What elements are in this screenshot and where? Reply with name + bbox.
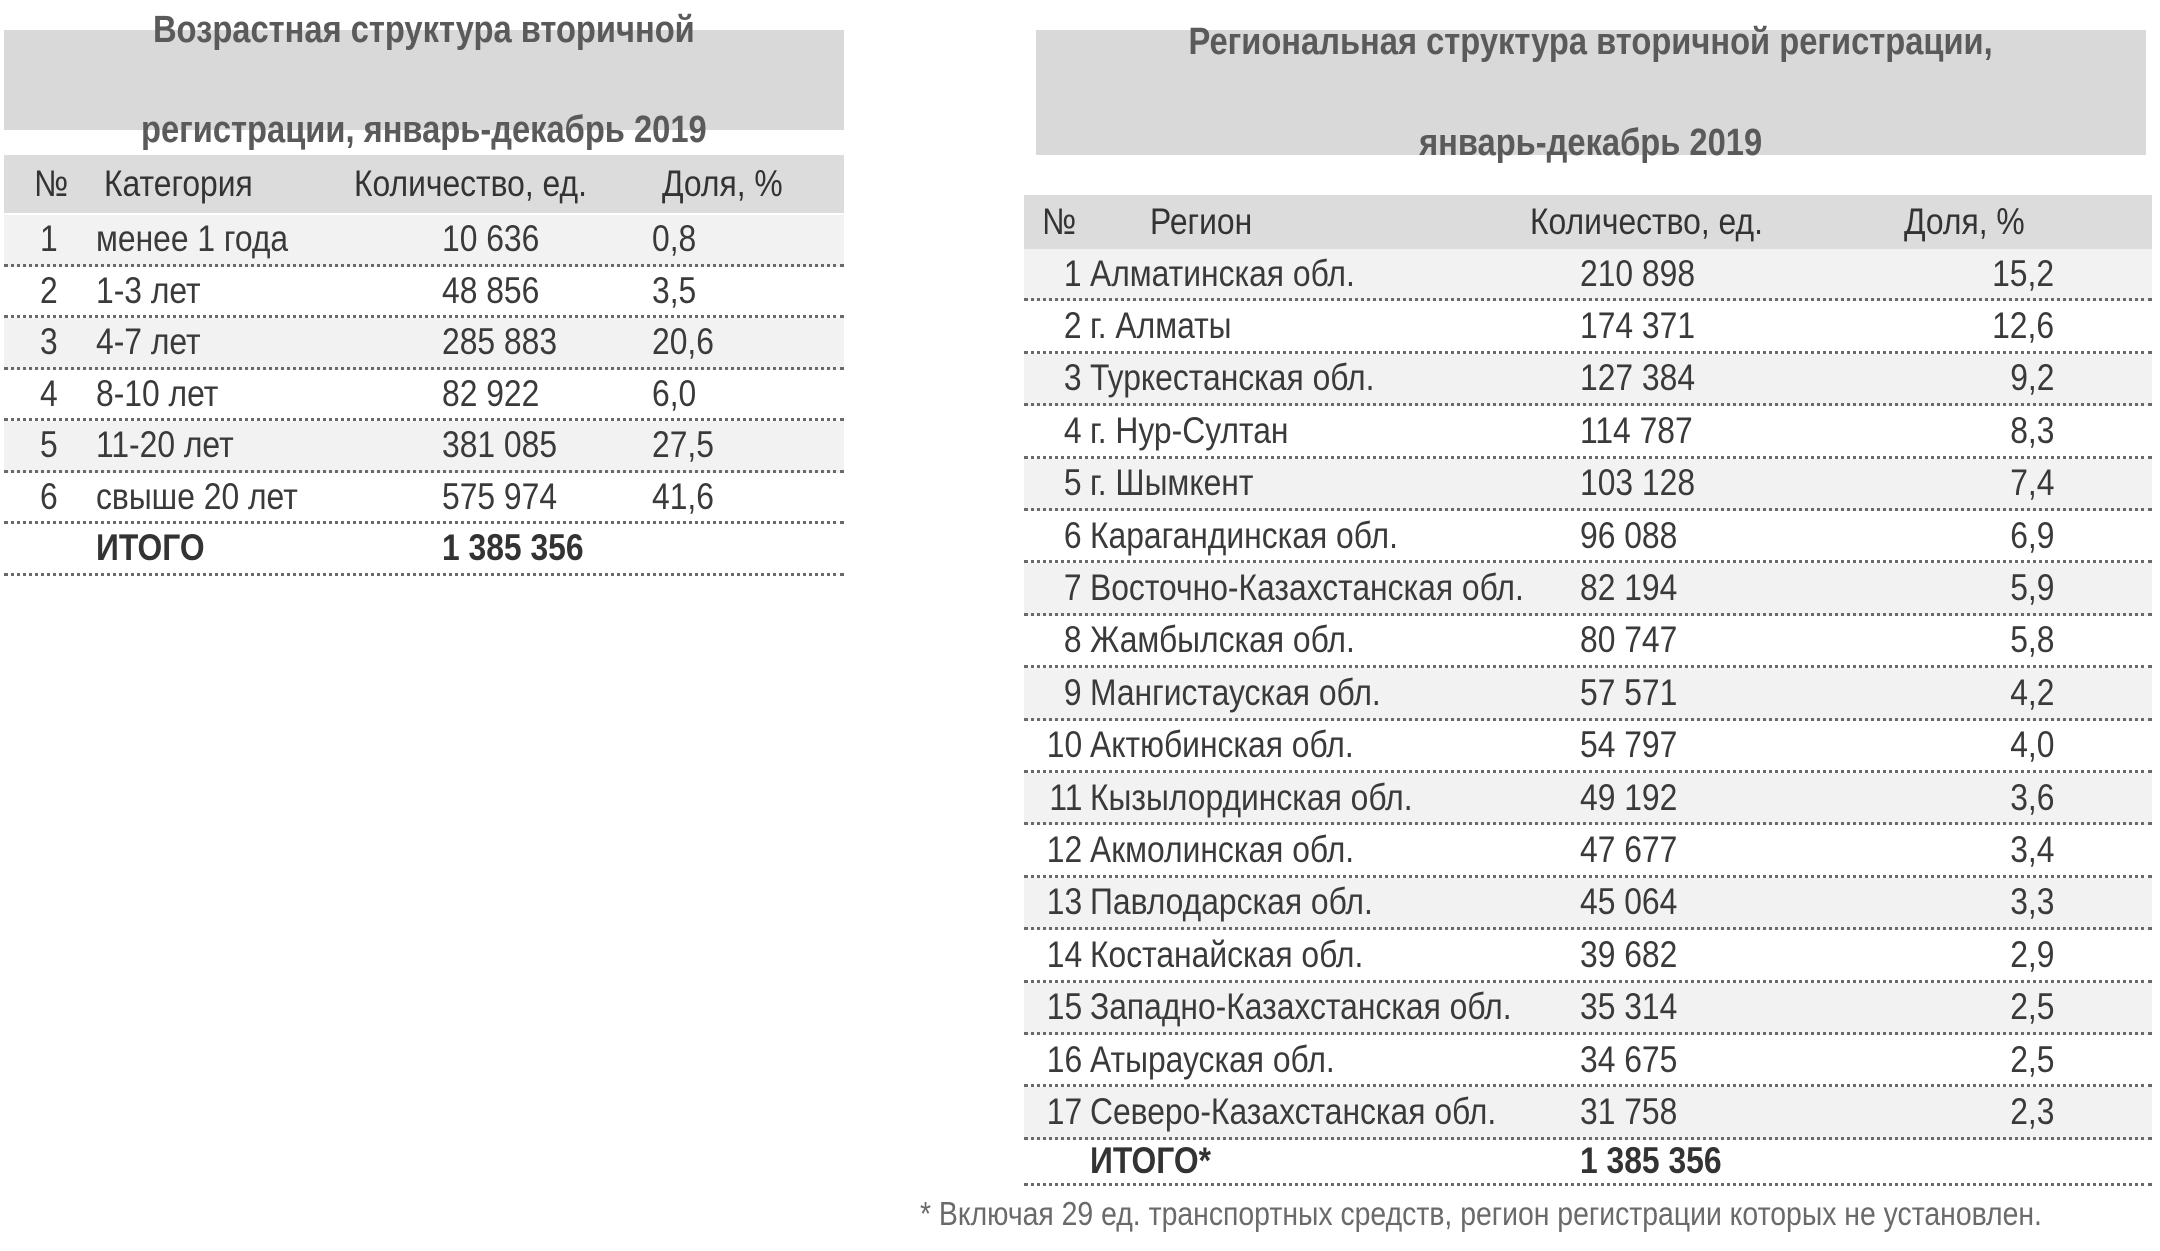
region-row-count: 210 898 bbox=[1580, 252, 1696, 294]
age-row-category: менее 1 года bbox=[96, 218, 289, 260]
region-table-row bbox=[1024, 616, 2152, 668]
region-row-number: 5 bbox=[1064, 462, 1082, 504]
region-row-number: 1 bbox=[1064, 252, 1082, 294]
region-row-count: 45 064 bbox=[1580, 881, 1678, 923]
region-row-share: 4,2 bbox=[2009, 671, 2054, 713]
region-row-share: 5,8 bbox=[2009, 619, 2054, 661]
age-row-number: 1 bbox=[40, 218, 58, 260]
region-row-name: г. Алматы bbox=[1090, 305, 1232, 347]
age-row-count: 10 636 bbox=[442, 218, 540, 260]
region-row-number: 6 bbox=[1064, 514, 1082, 556]
region-table-row bbox=[1024, 301, 2152, 353]
region-row-name: Костанайская обл. bbox=[1090, 933, 1364, 975]
age-col-count: Количество, ед. bbox=[354, 163, 587, 204]
region-row-number: 9 bbox=[1064, 671, 1082, 713]
region-col-region: Регион bbox=[1150, 201, 1253, 242]
region-table-title-line2: январь-декабрь 2019 bbox=[1419, 121, 1763, 164]
region-row-number: 13 bbox=[1046, 881, 1082, 923]
region-row-count: 35 314 bbox=[1580, 986, 1678, 1028]
region-row-name: Актюбинская обл. bbox=[1090, 724, 1354, 766]
region-row-name: Атырауская обл. bbox=[1090, 1038, 1335, 1080]
region-row-count: 57 571 bbox=[1580, 671, 1678, 713]
region-row-number: 4 bbox=[1064, 409, 1082, 451]
age-col-number: № bbox=[34, 163, 69, 204]
region-table-total-row bbox=[1024, 1140, 2152, 1186]
region-row-count: 34 675 bbox=[1580, 1038, 1678, 1080]
region-row-share: 3,3 bbox=[2009, 881, 2054, 923]
region-row-number: 15 bbox=[1046, 986, 1082, 1028]
age-row-number: 4 bbox=[40, 372, 58, 414]
region-row-name: Мангистауская обл. bbox=[1090, 671, 1381, 713]
region-row-name: Акмолинская обл. bbox=[1090, 829, 1355, 871]
region-row-share: 15,2 bbox=[1992, 252, 2054, 294]
age-row-share: 20,6 bbox=[652, 321, 714, 363]
region-row-number: 3 bbox=[1064, 357, 1082, 399]
region-total-count: 1 385 356 bbox=[1580, 1140, 1722, 1182]
region-row-share: 4,0 bbox=[2009, 724, 2054, 766]
region-table-row bbox=[1024, 1035, 2152, 1087]
age-row-count: 82 922 bbox=[442, 372, 540, 414]
region-col-number: № bbox=[1042, 201, 1077, 242]
region-row-number: 2 bbox=[1064, 305, 1082, 347]
region-table-header bbox=[1024, 195, 2152, 249]
age-col-share: Доля, % bbox=[662, 163, 783, 204]
age-row-category: 8-10 лет bbox=[96, 372, 219, 414]
region-row-count: 103 128 bbox=[1580, 462, 1696, 504]
region-row-share: 3,4 bbox=[2009, 829, 2054, 871]
region-row-share: 8,3 bbox=[2009, 409, 2054, 451]
age-row-number: 6 bbox=[40, 475, 58, 517]
age-row-share: 27,5 bbox=[652, 424, 714, 466]
age-row-share: 0,8 bbox=[652, 218, 697, 260]
region-col-share: Доля, % bbox=[1904, 201, 2025, 242]
age-row-count: 575 974 bbox=[442, 475, 558, 517]
region-row-number: 11 bbox=[1048, 776, 1082, 818]
age-row-category: свыше 20 лет bbox=[96, 475, 298, 517]
region-table-row bbox=[1024, 563, 2152, 615]
region-row-name: Алматинская обл. bbox=[1090, 252, 1355, 294]
age-total-label: ИТОГО bbox=[96, 527, 205, 569]
age-row-share: 3,5 bbox=[652, 269, 697, 311]
region-row-count: 174 371 bbox=[1580, 305, 1696, 347]
region-row-count: 82 194 bbox=[1580, 567, 1678, 609]
region-table-row bbox=[1024, 249, 2152, 301]
region-table-row bbox=[1024, 878, 2152, 930]
age-row-count: 285 883 bbox=[442, 321, 558, 363]
region-table-title-line1: Региональная структура вторичной регистрации, bbox=[1188, 21, 1994, 64]
region-row-count: 31 758 bbox=[1580, 1091, 1678, 1133]
region-table-row bbox=[1024, 511, 2152, 563]
region-row-count: 96 088 bbox=[1580, 514, 1678, 556]
region-row-name: г. Нур-Султан bbox=[1090, 409, 1289, 451]
region-col-count: Количество, ед. bbox=[1530, 201, 1763, 242]
region-table-footnote: * Включая 29 ед. транспортных средств, регион регистрации которых не установлен. bbox=[920, 1195, 2042, 1232]
age-row-number: 2 bbox=[40, 269, 58, 311]
region-table-title bbox=[1036, 21, 2146, 164]
age-row-count: 48 856 bbox=[442, 269, 540, 311]
region-row-name: Туркестанская обл. bbox=[1090, 357, 1375, 399]
region-row-name: г. Шымкент bbox=[1090, 462, 1254, 504]
region-row-share: 12,6 bbox=[1992, 305, 2054, 347]
age-row-share: 6,0 bbox=[652, 372, 697, 414]
region-row-count: 39 682 bbox=[1580, 933, 1678, 975]
region-row-share: 7,4 bbox=[2009, 462, 2054, 504]
region-row-name: Карагандинская обл. bbox=[1090, 514, 1398, 556]
age-col-category: Категория bbox=[104, 163, 253, 204]
age-row-category: 4-7 лет bbox=[96, 321, 201, 363]
region-row-share: 3,6 bbox=[2009, 776, 2054, 818]
region-row-count: 54 797 bbox=[1580, 724, 1678, 766]
region-table-row bbox=[1024, 1087, 2152, 1139]
region-row-name: Северо-Казахстанская обл. bbox=[1090, 1091, 1497, 1133]
region-row-name: Павлодарская обл. bbox=[1090, 881, 1373, 923]
region-row-number: 17 bbox=[1046, 1091, 1082, 1133]
region-row-share: 2,9 bbox=[2009, 933, 2054, 975]
region-table-row bbox=[1024, 773, 2152, 825]
region-table-row bbox=[1024, 983, 2152, 1035]
age-row-category: 1-3 лет bbox=[96, 269, 201, 311]
region-row-count: 114 787 bbox=[1580, 409, 1693, 451]
region-row-name: Восточно-Казахстанская обл. bbox=[1090, 567, 1524, 609]
age-table-title-line1: Возрастная структура вторичной bbox=[153, 8, 695, 51]
region-row-number: 14 bbox=[1046, 933, 1082, 975]
region-table-row bbox=[1024, 721, 2152, 773]
region-row-name: Жамбылская обл. bbox=[1090, 619, 1355, 661]
region-total-label: ИТОГО* bbox=[1090, 1140, 1212, 1182]
age-row-number: 5 bbox=[40, 424, 58, 466]
age-row-category: 11-20 лет bbox=[96, 424, 234, 466]
age-total-count: 1 385 356 bbox=[442, 527, 584, 569]
region-row-number: 12 bbox=[1046, 829, 1082, 871]
region-row-share: 2,5 bbox=[2009, 986, 2054, 1028]
region-row-count: 49 192 bbox=[1580, 776, 1678, 818]
region-row-number: 16 bbox=[1046, 1038, 1082, 1080]
region-row-share: 2,3 bbox=[2009, 1091, 2054, 1133]
age-row-share: 41,6 bbox=[652, 475, 714, 517]
region-row-share: 6,9 bbox=[2009, 514, 2054, 556]
region-table-row bbox=[1024, 668, 2152, 720]
region-row-number: 8 bbox=[1064, 619, 1082, 661]
region-row-share: 5,9 bbox=[2009, 567, 2054, 609]
region-row-name: Кызылординская обл. bbox=[1090, 776, 1413, 818]
region-table-row bbox=[1024, 406, 2152, 458]
region-table-row bbox=[1024, 459, 2152, 511]
region-row-share: 2,5 bbox=[2009, 1038, 2054, 1080]
region-table-row bbox=[1024, 354, 2152, 406]
region-row-number: 7 bbox=[1064, 567, 1082, 609]
region-row-name: Западно-Казахстанская обл. bbox=[1090, 986, 1512, 1028]
region-row-share: 9,2 bbox=[2009, 357, 2054, 399]
region-row-count: 80 747 bbox=[1580, 619, 1678, 661]
region-row-count: 127 384 bbox=[1580, 357, 1696, 399]
region-row-number: 10 bbox=[1046, 724, 1082, 766]
age-row-count: 381 085 bbox=[442, 424, 558, 466]
region-table-row bbox=[1024, 825, 2152, 877]
region-row-count: 47 677 bbox=[1580, 829, 1678, 871]
region-table-row bbox=[1024, 930, 2152, 982]
age-table-title-line2: регистрации, январь-декабрь 2019 bbox=[141, 109, 707, 152]
age-row-number: 3 bbox=[40, 321, 58, 363]
